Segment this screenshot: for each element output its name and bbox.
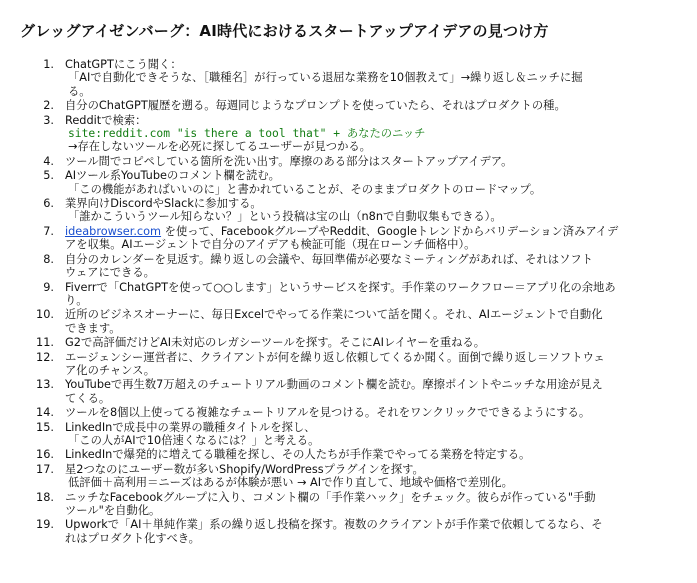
item-text: アを収集。AIエージェントで自分のアイデアも検証可能（現在ローンチ価格中）。 — [65, 238, 476, 252]
item-number: 10. — [36, 308, 54, 322]
item-text: 業界向けDiscordやSlackに参加する。 — [65, 197, 262, 211]
item-number: 9. — [43, 280, 54, 294]
item-number: 14. — [36, 406, 54, 420]
item-text: り。 — [65, 293, 88, 307]
list-item — [20, 155, 677, 168]
item-text: 低評価＋高利用＝ニーズはあるが体験が悪い → AIで作り直して、地域や価格で差別化。 — [68, 476, 513, 490]
list-item — [20, 281, 677, 308]
item-number: 19. — [36, 518, 54, 532]
list-item — [20, 448, 677, 461]
list-item — [20, 491, 677, 518]
item-number: 15. — [36, 420, 54, 434]
item-number: 6. — [43, 197, 54, 211]
item-number: 2. — [43, 99, 54, 113]
item-number: 4. — [43, 154, 54, 168]
list-item — [20, 253, 677, 280]
item-text: 星2つなのにユーザー数が多いShopify/WordPressプラグインを探す。 — [65, 462, 424, 476]
list-item — [20, 421, 677, 448]
item-number: 12. — [36, 350, 54, 364]
item-text: YouTubeで再生数7万超えのチュートリアル動画のコメント欄を読む。摩擦ポイントやニッチな用途が見え — [65, 378, 603, 392]
item-number: 5. — [43, 169, 54, 183]
item-text: Upworkで「AI＋単純作業」系の繰り返し投稿を探す。複数のクライアントが手作業で依頼してるなら、そ — [65, 518, 603, 532]
item-text: 自分のカレンダーを見返す。繰り返しの会議や、毎回準備が必要なミーティングがあれば、それはソフト — [65, 252, 593, 266]
item-text: る。 — [68, 84, 91, 98]
item-text: てくる。 — [65, 391, 111, 405]
item-number: 18. — [36, 490, 54, 504]
item-text-line — [65, 225, 677, 238]
item-number: 1. — [43, 58, 54, 71]
item-number: 7. — [43, 224, 54, 238]
item-number: 13. — [36, 378, 54, 392]
item-text: 近所のビジネスオーナーに、毎日Excelでやってる作業について話を聞く。それ、AIエージェントで自動化 — [65, 308, 603, 322]
item-number: 3. — [43, 113, 54, 127]
list-item — [20, 518, 677, 545]
item-text: →存在しないツールを必死に探してるユーザーが見つかる。 — [68, 140, 371, 154]
item-text: ツールを8個以上使ってる複雑なチュートリアルを見つける。それをワンクリックでできるようにする。 — [65, 406, 591, 420]
idea-list — [20, 58, 677, 545]
item-text: ツール間でコピペしている箇所を洗い出す。摩擦のある部分はスタートアップアイデア。 — [65, 154, 513, 168]
list-item — [20, 114, 677, 154]
search-query-code: site:reddit.com "is there a tool that" + あなたのニッチ — [68, 127, 426, 141]
item-text: LinkedInで爆発的に増えてる職種を探し、その人たちが手作業でやってる業務を特定する。 — [65, 448, 531, 462]
item-text: 「AIで自動化できそうな、［職種名］が行っている退屈な業務を10個教えて」→繰り返し＆ニッチに掘 — [68, 71, 583, 85]
item-text: 「この機能があればいいのに」と書かれていることが、そのままプロダクトのロードマップ。 — [68, 182, 542, 196]
list-item — [20, 308, 677, 335]
item-text: れはプロダクト化すべき。 — [65, 531, 200, 545]
item-text: ツール"を自動化。 — [65, 504, 161, 517]
list-item — [20, 99, 677, 112]
item-text: を使って、FacebookグループやReddit、Googleトレンドからバリデーション済みアイデ — [161, 224, 619, 238]
item-number: 11. — [36, 336, 54, 350]
item-text: ア化のチャンス。 — [65, 363, 156, 377]
list-item — [20, 169, 677, 196]
item-text: ChatGPTにこう聞く： — [65, 58, 182, 71]
item-text: 自分のChatGPT履歴を遡る。毎週同じようなプロンプトを使っていたら、それはプロダクトの種。 — [65, 99, 566, 113]
item-text: ニッチなFacebookグループに入り、コメント欄の「手作業ハック」をチェック。彼らが作っている"手動 — [65, 490, 596, 504]
item-text: AIツール系YouTubeのコメント欄を読む。 — [65, 169, 280, 183]
list-item — [20, 351, 677, 378]
item-text: LinkedInで成長中の業界の職種タイトルを探し、 — [65, 420, 316, 434]
item-text: Fiverrで「ChatGPTを使って○○します」というサービスを探す。手作業のワークフロー＝アプリ化の余地あ — [65, 280, 616, 294]
item-text: エージェンシー運営者に、クライアントが何を繰り返し依頼してくるか聞く。面倒で繰り返し＝ソフトウェ — [65, 350, 605, 364]
item-text: できます。 — [65, 321, 121, 335]
list-item — [20, 378, 677, 405]
page-title: グレッグアイゼンバーグ：AI時代におけるスタートアップアイデアの見つけ方 — [20, 22, 549, 40]
ideabrowser-link[interactable]: ideabrowser.com — [65, 224, 162, 238]
list-item — [20, 58, 677, 98]
list-item — [20, 197, 677, 224]
item-text: 「この人がAIで10倍速くなるには？」と考える。 — [68, 433, 320, 447]
item-number: 17. — [36, 462, 54, 476]
list-item — [20, 463, 677, 490]
list-item — [20, 336, 677, 349]
item-number: 16. — [36, 448, 54, 462]
list-item — [20, 406, 677, 419]
item-text: Redditで検索： — [65, 113, 147, 127]
item-number: 8. — [43, 252, 54, 266]
list-item — [20, 225, 677, 252]
item-text: ウェアにできる。 — [65, 266, 155, 280]
item-text: 「誰かこういうツール知らない？」という投稿は宝の山（n8nで自動収集もできる）。 — [68, 210, 502, 224]
item-text: G2で高評価だけどAI未対応のレガシーツールを探す。そこにAIレイヤーを重ねる。 — [65, 336, 486, 350]
